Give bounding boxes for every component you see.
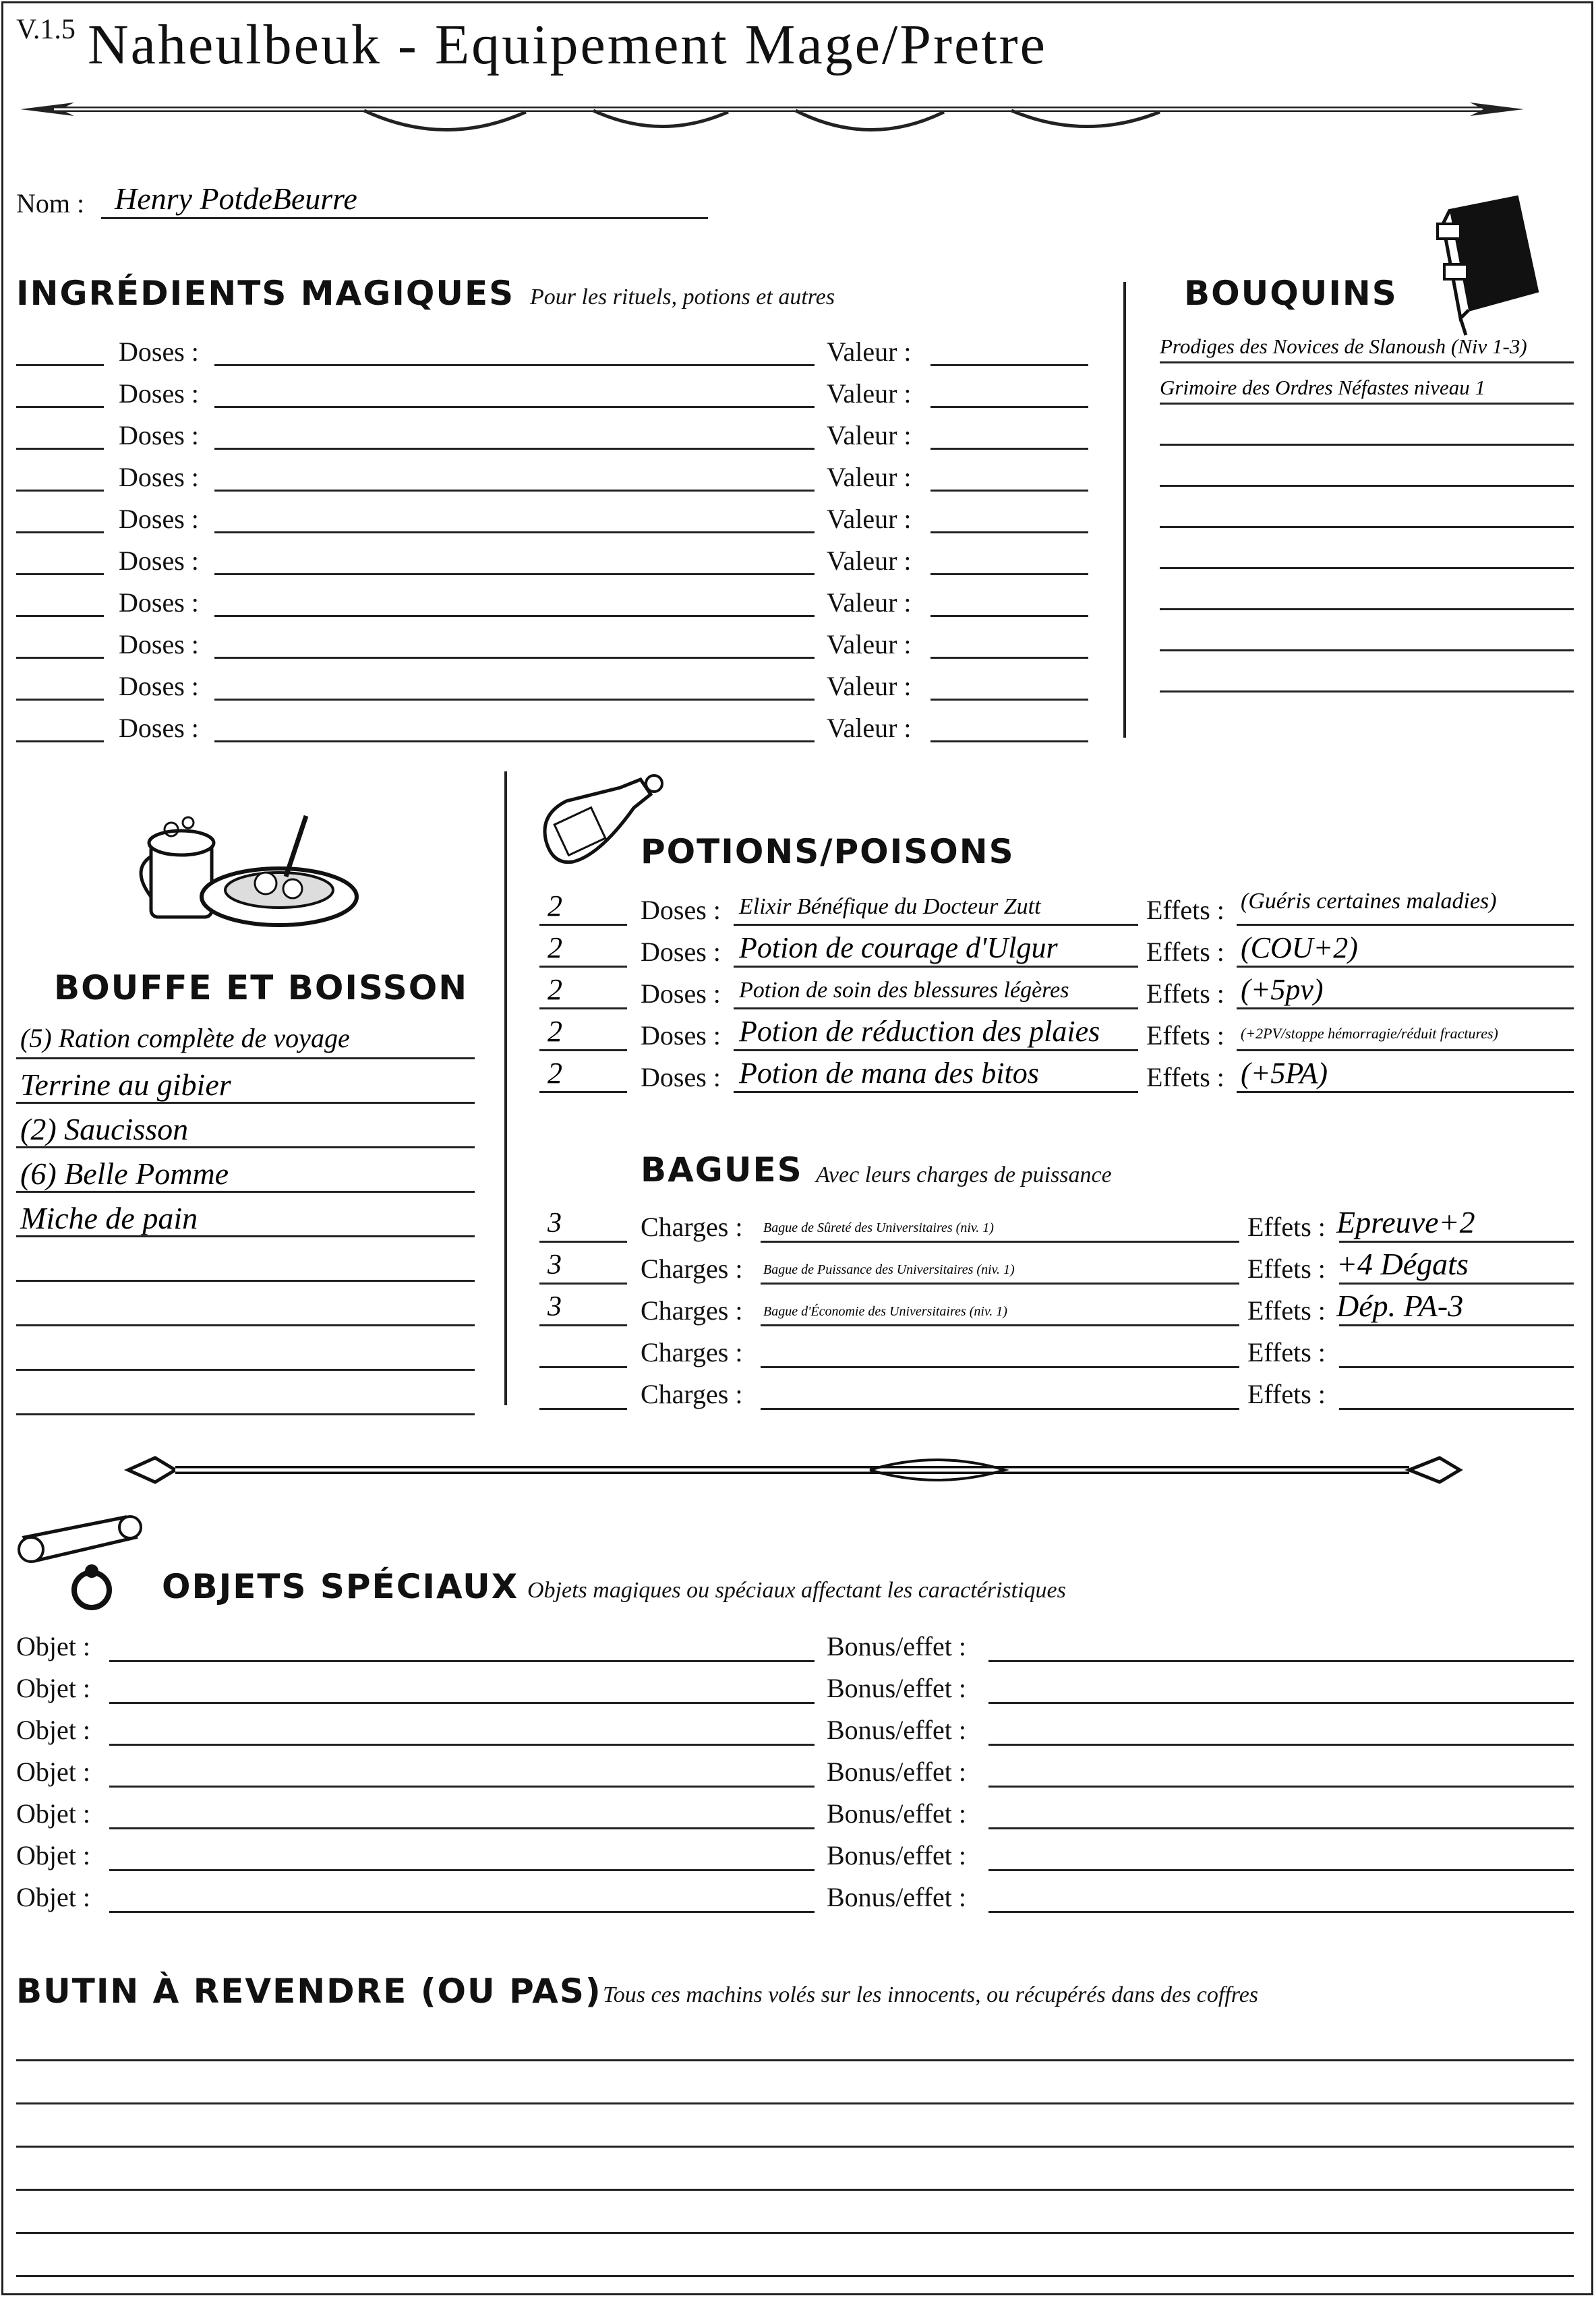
potion-doses-label: Doses : <box>641 1020 721 1051</box>
ring-charges-label: Charges : <box>641 1337 743 1367</box>
special-object-label: Objet : <box>16 1715 90 1745</box>
ingredient-name-line <box>214 448 815 450</box>
ingredient-qty-line <box>16 573 104 575</box>
ring-charges-field[interactable]: 3 <box>548 1249 562 1280</box>
food-line <box>16 1324 475 1326</box>
ingredient-name-line <box>214 657 815 659</box>
ring-charges-label: Charges : <box>641 1295 743 1326</box>
ingredient-value-line <box>930 531 1088 533</box>
ring-effect-field[interactable]: +4 Dégats <box>1336 1247 1469 1281</box>
ingredient-qty-line <box>16 490 104 492</box>
ring-name-field[interactable]: Bague de Sûreté des Universitaires (niv. 1) <box>763 1220 994 1235</box>
potion-name-line <box>734 1091 1138 1093</box>
ingredients-divider <box>1123 282 1126 738</box>
special-bonus-line <box>988 1911 1574 1913</box>
food-entry[interactable]: (6) Belle Pomme <box>20 1156 229 1191</box>
potion-qty-field[interactable]: 2 <box>548 973 562 1006</box>
food-line <box>16 1413 475 1415</box>
special-object-line <box>109 1702 815 1704</box>
special-object-line <box>109 1786 815 1788</box>
scroll-ring-icon <box>18 1510 152 1618</box>
ingredient-doses-label: Doses : <box>119 504 199 534</box>
loot-subtitle: Tous ces machins volés sur les innocents, ou récupérés dans des coffres <box>603 1982 1259 2007</box>
ingredient-qty-line <box>16 740 104 742</box>
special-object-label: Objet : <box>16 1631 90 1661</box>
ingredient-value-line <box>930 406 1088 408</box>
book-line <box>1160 485 1574 487</box>
ingredient-value-line <box>930 448 1088 450</box>
rings-title: BAGUES <box>641 1150 803 1189</box>
ingredient-value-label: Valeur : <box>827 587 912 618</box>
special-bonus-label: Bonus/effet : <box>827 1631 967 1661</box>
ingredient-doses-label: Doses : <box>119 420 199 450</box>
potion-effect-line <box>1237 966 1574 968</box>
potion-name-field[interactable]: Elixir Bénéfique du Docteur Zutt <box>739 894 1041 919</box>
book-line <box>1160 608 1574 610</box>
ingredient-name-line <box>214 699 815 701</box>
potion-qty-line <box>539 924 627 926</box>
special-object-label: Objet : <box>16 1757 90 1787</box>
ring-charges-label: Charges : <box>641 1379 743 1409</box>
book-entry[interactable]: Prodiges des Novices de Slanoush (Niv 1-3) <box>1160 334 1527 358</box>
ring-charges-label: Charges : <box>641 1254 743 1284</box>
potions-title: POTIONS/POISONS <box>641 832 1015 871</box>
special-bonus-label: Bonus/effet : <box>827 1840 967 1870</box>
potion-qty-field[interactable]: 2 <box>548 1015 562 1048</box>
ring-effects-label: Effets : <box>1247 1337 1326 1367</box>
ring-effects-label: Effets : <box>1247 1254 1326 1284</box>
food-entry[interactable]: Terrine au gibier <box>20 1067 231 1102</box>
potion-qty-line <box>539 966 627 968</box>
ingredient-name-line <box>214 740 815 742</box>
ring-charges-field[interactable]: 3 <box>548 1291 562 1322</box>
ingredient-doses-label: Doses : <box>119 378 199 409</box>
special-object-line <box>109 1911 815 1913</box>
potion-name-field[interactable]: Potion de soin des blessures légères <box>739 978 1069 1003</box>
book-line <box>1160 403 1574 405</box>
potion-effects-label: Effets : <box>1146 978 1224 1009</box>
version-label: V.1.5 <box>16 14 76 45</box>
ingredient-value-line <box>930 699 1088 701</box>
ingredient-doses-label: Doses : <box>119 462 199 492</box>
book-line <box>1160 444 1574 446</box>
ring-name-field[interactable]: Bague de Puissance des Universitaires (niv. 1) <box>763 1262 1015 1277</box>
loot-line <box>16 2102 1574 2104</box>
special-title: OBJETS SPÉCIAUX <box>162 1567 519 1606</box>
special-bonus-line <box>988 1869 1574 1871</box>
potion-name-field[interactable]: Potion de réduction des plaies <box>739 1015 1100 1048</box>
ingredient-value-label: Valeur : <box>827 462 912 492</box>
ring-effect-line <box>1339 1366 1574 1368</box>
ingredient-name-line <box>214 615 815 617</box>
food-title: BOUFFE ET BOISSON <box>54 968 469 1007</box>
potion-qty-field[interactable]: 2 <box>548 889 562 922</box>
potion-qty-line <box>539 1007 627 1009</box>
name-field[interactable]: Henry PotdeBeurre <box>115 181 357 216</box>
book-line <box>1160 690 1574 693</box>
food-entry[interactable]: (2) Saucisson <box>20 1112 189 1146</box>
special-bonus-label: Bonus/effet : <box>827 1757 967 1787</box>
rings-subtitle: Avec leurs charges de puissance <box>816 1162 1112 1187</box>
ring-name-line <box>761 1366 1239 1368</box>
book-entry[interactable]: Grimoire des Ordres Néfastes niveau 1 <box>1160 376 1486 399</box>
special-object-line <box>109 1827 815 1829</box>
ingredient-qty-line <box>16 699 104 701</box>
ingredient-qty-line <box>16 615 104 617</box>
ring-charges-label: Charges : <box>641 1212 743 1242</box>
special-object-label: Objet : <box>16 1798 90 1829</box>
ring-effect-line <box>1339 1324 1574 1326</box>
special-bonus-label: Bonus/effet : <box>827 1798 967 1829</box>
ingredient-name-line <box>214 573 815 575</box>
ingredient-doses-label: Doses : <box>119 629 199 659</box>
food-line <box>16 1057 475 1059</box>
ring-name-line <box>761 1283 1239 1285</box>
page-title: Naheulbeuk - Equipement Mage/Pretre <box>88 13 1047 76</box>
potion-effects-label: Effets : <box>1146 937 1224 967</box>
book-line <box>1160 649 1574 651</box>
ring-effect-line <box>1339 1408 1574 1410</box>
potion-effects-label: Effets : <box>1146 1020 1224 1051</box>
food-divider <box>504 771 507 1405</box>
ingredient-value-line <box>930 490 1088 492</box>
ring-charges-field[interactable]: 3 <box>548 1208 562 1239</box>
ingredient-qty-line <box>16 657 104 659</box>
staff-divider-icon <box>128 1450 1463 1490</box>
ingredient-value-label: Valeur : <box>827 420 912 450</box>
ring-name-line <box>761 1408 1239 1410</box>
special-bonus-line <box>988 1702 1574 1704</box>
potion-qty-field[interactable]: 2 <box>548 1057 562 1090</box>
ingredient-value-label: Valeur : <box>827 671 912 701</box>
special-object-line <box>109 1869 815 1871</box>
ring-effects-label: Effets : <box>1247 1212 1326 1242</box>
potion-name-field[interactable]: Potion de mana des bitos <box>739 1057 1039 1090</box>
potion-doses-label: Doses : <box>641 937 721 967</box>
ingredient-name-line <box>214 364 815 366</box>
book-line <box>1160 526 1574 528</box>
ingredient-qty-line <box>16 406 104 408</box>
potion-doses-label: Doses : <box>641 1062 721 1092</box>
book-line <box>1160 567 1574 569</box>
ingredient-name-line <box>214 406 815 408</box>
potion-effect-field[interactable]: (COU+2) <box>1241 931 1358 964</box>
potion-effect-line <box>1237 1007 1574 1009</box>
potion-effect-field[interactable]: (+5pv) <box>1241 973 1324 1006</box>
ring-qty-line <box>539 1241 627 1243</box>
ingredient-doses-label: Doses : <box>119 713 199 743</box>
potion-doses-label: Doses : <box>641 895 721 925</box>
ring-effect-field[interactable]: Dép. PA-3 <box>1336 1289 1464 1323</box>
ingredients-title: INGRÉDIENTS MAGIQUES <box>16 274 515 313</box>
ingredient-value-line <box>930 364 1088 366</box>
special-bonus-label: Bonus/effet : <box>827 1715 967 1745</box>
special-bonus-line <box>988 1744 1574 1746</box>
special-object-label: Objet : <box>16 1882 90 1912</box>
food-entry[interactable]: (5) Ration complète de voyage <box>20 1023 350 1053</box>
ingredient-qty-line <box>16 531 104 533</box>
ring-effect-line <box>1339 1283 1574 1285</box>
ingredient-value-label: Valeur : <box>827 504 912 534</box>
ingredient-value-label: Valeur : <box>827 546 912 576</box>
ingredient-name-line <box>214 490 815 492</box>
special-subtitle: Objets magiques ou spéciaux affectant les caractéristiques <box>527 1578 1066 1603</box>
ingredient-value-line <box>930 573 1088 575</box>
loot-line <box>16 2232 1574 2234</box>
ring-name-line <box>761 1324 1239 1326</box>
ingredient-value-label: Valeur : <box>827 336 912 367</box>
potion-effect-field[interactable]: (Guéris certaines maladies) <box>1241 889 1497 914</box>
special-object-label: Objet : <box>16 1673 90 1703</box>
potion-effects-label: Effets : <box>1146 1062 1224 1092</box>
ring-effects-label: Effets : <box>1247 1379 1326 1409</box>
special-object-line <box>109 1744 815 1746</box>
ring-name-field[interactable]: Bague d'Économie des Universitaires (niv. 1) <box>763 1304 1007 1319</box>
potion-name-line <box>734 966 1138 968</box>
loot-title: BUTIN À REVENDRE (OU PAS) <box>16 1972 602 2011</box>
food-line <box>16 1369 475 1371</box>
loot-line <box>16 2189 1574 2191</box>
potion-qty-line <box>539 1091 627 1093</box>
name-label: Nom : <box>16 188 85 218</box>
ingredient-qty-line <box>16 448 104 450</box>
ingredient-value-label: Valeur : <box>827 713 912 743</box>
potion-name-line <box>734 1049 1138 1051</box>
ingredient-doses-label: Doses : <box>119 546 199 576</box>
potion-qty-field[interactable]: 2 <box>548 931 562 964</box>
potion-effect-field[interactable]: (+2PV/stoppe hémorragie/réduit fractures) <box>1241 1025 1498 1042</box>
ring-qty-line <box>539 1324 627 1326</box>
book-icon <box>1436 197 1544 332</box>
ingredient-value-line <box>930 657 1088 659</box>
ingredient-name-line <box>214 531 815 533</box>
special-bonus-label: Bonus/effet : <box>827 1673 967 1703</box>
special-bonus-line <box>988 1827 1574 1829</box>
food-entry[interactable]: Miche de pain <box>20 1201 198 1235</box>
book-line <box>1160 361 1574 363</box>
potion-name-line <box>734 1007 1138 1009</box>
potion-name-line <box>734 924 1138 926</box>
special-object-line <box>109 1660 815 1662</box>
potion-effect-line <box>1237 1091 1574 1093</box>
ingredient-qty-line <box>16 364 104 366</box>
ingredient-value-label: Valeur : <box>827 629 912 659</box>
food-icon <box>138 802 367 937</box>
ingredient-value-line <box>930 615 1088 617</box>
ring-effects-label: Effets : <box>1247 1295 1326 1326</box>
ring-qty-line <box>539 1408 627 1410</box>
potion-effects-label: Effets : <box>1146 895 1224 925</box>
spear-divider-icon <box>13 88 1531 142</box>
potion-doses-label: Doses : <box>641 978 721 1009</box>
special-bonus-label: Bonus/effet : <box>827 1882 967 1912</box>
potion-qty-line <box>539 1049 627 1051</box>
food-line <box>16 1280 475 1282</box>
ring-effect-field[interactable]: Epreuve+2 <box>1336 1205 1475 1239</box>
special-bonus-line <box>988 1660 1574 1662</box>
ingredient-doses-label: Doses : <box>119 671 199 701</box>
potion-effect-line <box>1237 1049 1574 1051</box>
special-bonus-line <box>988 1786 1574 1788</box>
ring-qty-line <box>539 1366 627 1368</box>
ingredient-value-line <box>930 740 1088 742</box>
potion-name-field[interactable]: Potion de courage d'Ulgur <box>739 931 1058 964</box>
ring-name-line <box>761 1241 1239 1243</box>
ingredients-subtitle: Pour les rituels, potions et autres <box>530 285 835 310</box>
loot-line <box>16 2146 1574 2148</box>
loot-line <box>16 2059 1574 2061</box>
ring-qty-line <box>539 1283 627 1285</box>
ingredient-value-label: Valeur : <box>827 378 912 409</box>
ring-effect-line <box>1339 1241 1574 1243</box>
special-object-label: Objet : <box>16 1840 90 1870</box>
ingredient-doses-label: Doses : <box>119 587 199 618</box>
loot-line <box>16 2275 1574 2277</box>
potion-effect-field[interactable]: (+5PA) <box>1241 1057 1328 1090</box>
books-title: BOUQUINS <box>1184 274 1398 313</box>
potion-effect-line <box>1237 924 1574 926</box>
ingredient-doses-label: Doses : <box>119 336 199 367</box>
